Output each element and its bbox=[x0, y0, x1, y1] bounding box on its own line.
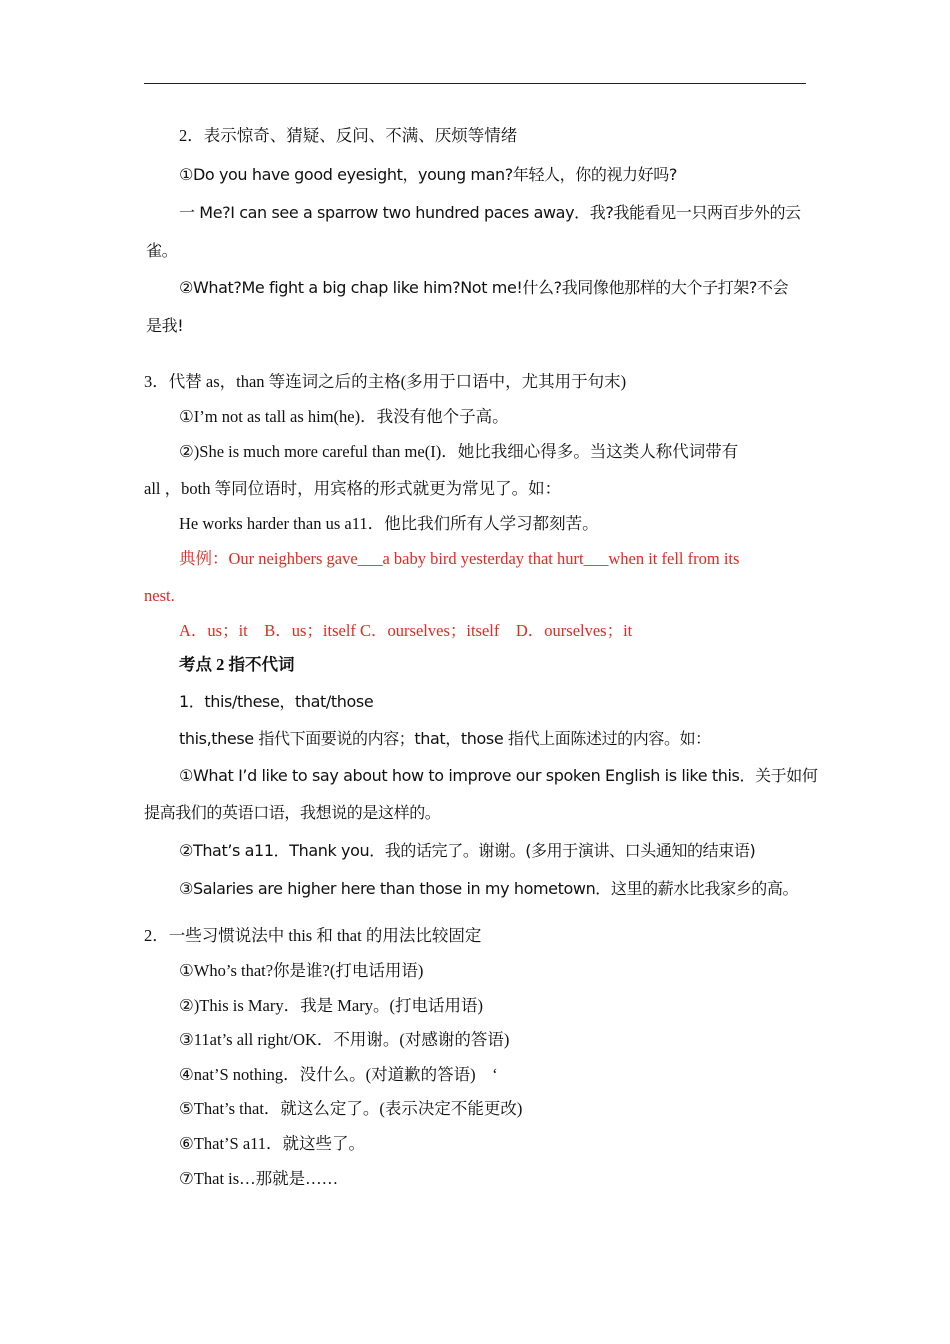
section-heading-nominative: 3．代替 as，than 等连词之后的主格(多用于口语中，尤其用于句末) bbox=[144, 372, 627, 391]
list-item: ⑦That is…那就是…… bbox=[179, 1169, 339, 1188]
kaodian-2-title: 考点 2 指不代词 bbox=[179, 655, 295, 674]
example-eyesight: ①Do you have good eyesight，young man?年轻人，你的视力好吗? bbox=[179, 165, 677, 184]
example-careful-line1: ②)She is much more careful than me(I)．她比我细心得多。当这类人称代词带有 bbox=[179, 442, 739, 461]
example-salaries: ③Salaries are higher here than those in my hometown．这里的薪水比我家乡的高。 bbox=[179, 879, 799, 898]
example-sparrow-line2: 雀。 bbox=[146, 241, 178, 260]
list-item: ⑥That’S a11．就这些了。 bbox=[179, 1134, 366, 1153]
example-spoken-english-line2: 提高我们的英语口语，我想说的是这样的。 bbox=[144, 803, 441, 822]
example-careful-line2: all ，both 等同位语时，用宾格的形式就更为常见了。如： bbox=[144, 479, 562, 498]
typical-example-line1: 典例：Our neighbers gave___a baby bird yesterday that hurt___when it fell from its bbox=[179, 549, 740, 568]
list-item: ①Who’s that?你是谁?(打电话用语) bbox=[179, 961, 424, 980]
subheading-this-that: 1．this/these，that/those bbox=[179, 692, 374, 711]
header-rule bbox=[144, 83, 806, 84]
answer-options: A．us；it B．us；itself C．ourselves；itself D．ourselves；it bbox=[179, 621, 633, 640]
example-harder: He works harder than us a11．他比我们所有人学习都刻苦。 bbox=[179, 514, 599, 533]
example-fight-line1: ②What?Me fight a big chap like him?Not me!什么?我同像他那样的大个子打架?不会 bbox=[179, 278, 789, 297]
example-thank-you: ②That’s a11．Thank you．我的话完了。谢谢。(多用于演讲、口头通知的结束语) bbox=[179, 841, 756, 860]
section-heading-emotion: 2．表示惊奇、猜疑、反问、不满、厌烦等情绪 bbox=[179, 126, 518, 145]
list-item: ③11at’s all right/OK．不用谢。(对感谢的答语) bbox=[179, 1030, 510, 1049]
list-item: ②)This is Mary．我是 Mary。(打电话用语) bbox=[179, 996, 483, 1015]
example-tall: ①I’m not as tall as him(he)．我没有他个子高。 bbox=[179, 407, 509, 426]
example-fight-line2: 是我! bbox=[146, 316, 184, 335]
list-item: ④nat’S nothing．没什么。(对道歉的答语) ‘ bbox=[179, 1065, 498, 1084]
this-that-description: this,these 指代下面要说的内容；that，those 指代上面陈述过的内容。如： bbox=[179, 729, 711, 748]
list-item: ⑤That’s that．就这么定了。(表示决定不能更改) bbox=[179, 1099, 523, 1118]
example-spoken-english-line1: ①What I’d like to say about how to improve our spoken English is like this．关于如何 bbox=[179, 766, 818, 785]
typical-example-line2: nest. bbox=[144, 586, 175, 605]
section-heading-fixed-usage: 2．一些习惯说法中 this 和 that 的用法比较固定 bbox=[144, 926, 482, 945]
example-sparrow-line1: 一 Me?I can see a sparrow two hundred paces away．我?我能看见一只两百步外的云 bbox=[179, 203, 801, 222]
